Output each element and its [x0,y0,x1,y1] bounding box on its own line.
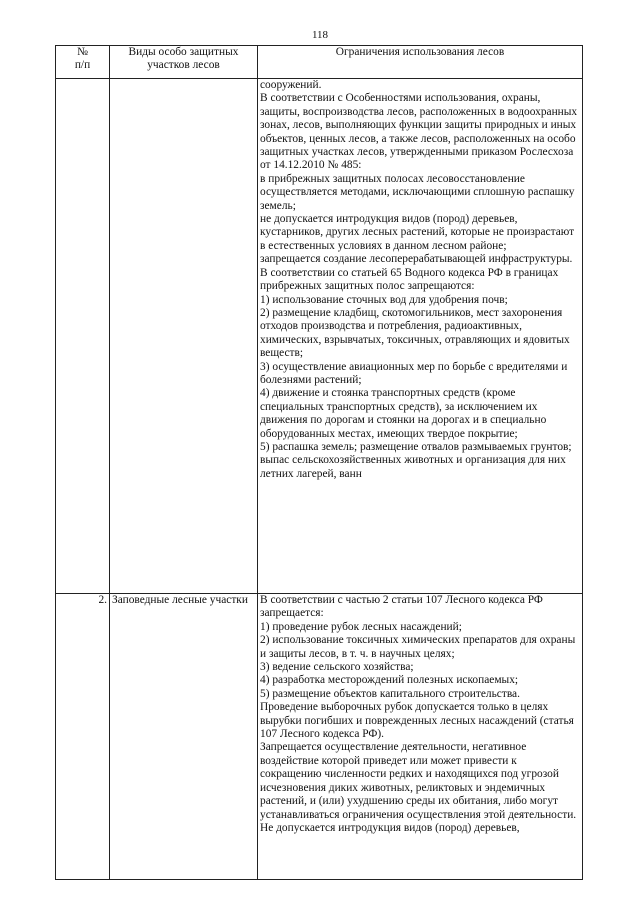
page-number: 118 [311,29,329,41]
restriction-paragraph: 3) осуществление авиационных мер по борьбе с вредителями и болезнями растений; [260,360,568,386]
restriction-paragraph: 4) разработка месторождений полезных ископаемых; [260,674,519,687]
restriction-paragraph: 2) размещение кладбищ, скотомогильников, мест захоронения отходов производства и потребления, радиоактивных, химических, взрывчатых, токсичных, отравляющих и ядовитых веществ; [260,306,570,360]
table-row [56,79,583,594]
header-number-line2: п/п [74,59,91,72]
table-header [56,46,583,79]
row-number [56,79,110,594]
header-number-line1: № [77,46,88,58]
restriction-paragraph: 1) проведение рубок лесных насаждений; [260,620,462,633]
restriction-paragraph: в прибрежных защитных полосах лесовосстановление осуществляется методами, исключающими сплошную распашку земель; [260,172,575,212]
restriction-paragraph: 3) ведение сельского хозяйства; [260,661,414,674]
restriction-paragraph: не допускается интродукция видов (пород) деревьев, кустарников, других лесных растений, которые не произрастают в естественных условиях в данном лесном районе; [260,213,575,252]
row-type: Заповедные лесные участки [110,594,258,880]
restriction-paragraph: 5) размещение объектов капитального строительства. [260,687,520,700]
restriction-paragraph: Не допускается интродукция видов (пород) деревьев, [260,821,520,834]
restriction-paragraph: В соответствии со статьей 65 Водного кодекса РФ в границах прибрежных защитных полос запрещаются: [260,266,559,293]
row-restrictions [258,79,583,594]
restriction-paragraph: Проведение выборочных рубок допускается только в целях вырубки погибших и поврежденных лесных насаждений (статья 107 Лесного кодекса РФ). [260,701,574,741]
restrictions-table [55,45,583,880]
restriction-paragraph: В соответствии с частью 2 статьи 107 Лесного кодекса РФ запрещается: [260,594,543,620]
restriction-paragraph: 1) использование сточных вод для удобрения почв; [260,293,508,306]
restriction-paragraph: сооружений. [260,79,322,91]
header-type: Виды особо защитных участков лесов [110,46,258,79]
table-row [56,594,583,880]
row-number: 2. [56,594,110,880]
restriction-paragraph: 4) движение и стоянка транспортных средств (кроме специальных транспортных средств), за исключением их движения по дорогам и стоянки на дорогах и в специально оборудованных местах, имеющих твердое покрытие; [260,387,547,440]
restriction-paragraph: 2) использование токсичных химических препаратов для охраны и защиты лесов, в т. ч. в научных целях; [260,634,576,660]
header-number [56,46,110,79]
restriction-paragraph: запрещается создание лесоперерабатывающей инфраструктуры. [260,253,573,266]
restriction-paragraph: 5) распашка земель; размещение отвалов размываемых грунтов; выпас сельскохозяйственных животных и организация для них летних лагерей, ванн [260,440,572,480]
header-restrictions: Ограничения использования лесов [258,46,583,79]
row-type [110,79,258,594]
restriction-paragraph: Запрещается осуществление деятельности, негативное воздействие которой приведет или может привести к сокращению численности редких и находящихся под угрозой исчезновения диких животных, реликтовых и эндемичных растений, и (или) ухудшению среды их обитания, либо могут устанавливаться ограничения осуществления этой деятельности. [260,741,577,821]
row-restrictions [258,594,583,880]
restriction-paragraph: В соответствии с Особенностями использования, охраны, защиты, воспроизводства лесов, расположенных в водоохранных зонах, лесов, выполняющих функции защиты природных и иных объектов, ценных лесов, а также лесов, расположенных на особо защитных участках лесов, утвержденными приказом Рослесхоза от 14.12.2010 № 485: [260,92,578,172]
